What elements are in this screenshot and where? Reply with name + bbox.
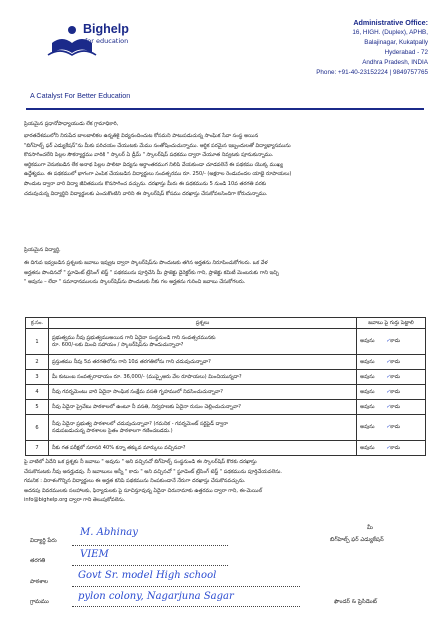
- question-line: రూ. 600/-లకు మించి సహాయం / స్కాలర్‌షిప్‌ను పొందుచున్నావా?: [52, 341, 184, 348]
- no-option[interactable]: కాదు: [390, 424, 401, 430]
- table-row: [26, 355, 426, 370]
- class-underline: [72, 565, 228, 566]
- answer-cell[interactable]: [357, 385, 426, 400]
- intro-line: "బిగ్‌హెల్ప్ ఫర్ ఎడ్యుకేషన్"ను మీకు పరిచయం చేయుటకు మేము సంతోషించుచున్నాము. ఆర్థిక పరమైన ఇబ్బందులతో విద్యాభ్యాసమును: [24, 142, 291, 149]
- column-header: జవాబు పై గుర్తు పెట్టాలి: [357, 318, 426, 329]
- question-number: 2: [26, 355, 49, 370]
- question-line: నడుపబడుచున్న పాఠశాలల సైతం పాఠశాలగా గణించబడదు.): [52, 427, 173, 434]
- table-row: [26, 400, 426, 415]
- student-name-field[interactable]: M. Abhinay: [80, 527, 138, 538]
- tagline: A Catalyst For Better Education: [30, 91, 131, 100]
- question-number: 5: [26, 400, 49, 415]
- tick-mark: ✓: [386, 424, 391, 430]
- intro-greeting: ప్రియమైన ప్రధానోపాధ్యాయుడు లేక గ్రామాధికారి,: [24, 121, 119, 127]
- intro-line: ఉద్దేశ్యము. ఈ పథకములో భాగంగా ఎంపిక చేయబడిన విద్యార్థులు సంవత్సరము రూ. 250/- (అక్షరాల రెండువందల యాభై రూపాయలు): [24, 171, 292, 178]
- note-line: అదనపు వివరములకు సలహాలకు, ఫిర్యాదులకు పై సూచిస్తూవున్న ఏదైనా చిరునామాకు ఉత్తరము ద్వారా గాని, ఈ-మెయిల్: [24, 487, 263, 494]
- address-line: Hyderabad - 72: [384, 49, 428, 56]
- village-field[interactable]: pylon colony, Nagarjuna Sagar: [78, 591, 234, 602]
- question-text: నీవు ఏదైనా ప్రైవేటు పాఠశాలలో ఉంటూ నీ వసతి, నిర్వహణకు ఏదైనా రుసుం చెల్లించుచున్నావా?: [49, 400, 357, 415]
- intro-line: చదువుచున్న విద్యార్థిని విద్యార్థులకు ఎంచుకొంటిని వారిని ఈ స్కాలర్‌షిప్ కోసము దరఖాస్తు చేసుకోవలసిందిగా కోరుచున్నాము.: [24, 190, 268, 197]
- class-field[interactable]: VIEM: [80, 549, 109, 560]
- note-line: గమనిక : విరాళంగొన్నిన విద్యార్థులు ఈ అర్హత కనిపి పథకమును నింపకుండానే నేరుగా దరఖాస్తు చేసుకొనవచ్చును.: [24, 478, 246, 485]
- school-field[interactable]: Govt Sr. model High school: [78, 570, 217, 581]
- intro-line: ఆర్థికముగా వెనుకబడిన లేక అనాథ పిల్లల పాలిటా విద్యను అర్ధాంతరముగ నిలిపి వేయకుండా చూడవలెనే ఈ పథకము యొక్క ముఖ్య: [24, 161, 283, 168]
- table-row: [26, 441, 426, 456]
- question-text: నీకు గత పరీక్షలో సరాసరి 40% కన్నా తక్కువ మార్కులు వచ్చినవా?: [49, 441, 357, 456]
- yes-option[interactable]: అవును: [360, 403, 375, 410]
- office-title: Administrative Office:: [353, 18, 428, 27]
- tick-mark: ✓: [386, 373, 391, 380]
- note-line: పై వాటిలో ఏదేని ఒక ప్రశ్నకు నీ జవాబు " అవును " అని వచ్చినచో బిగ్‌హెల్ప్ సంస్థనుండి ఈ స్కాలర్‌షిప్ కొరకు దరఖాస్తు: [24, 459, 257, 465]
- intro-line: పొందుట ద్వారా వారి విద్యా జీవితమును కొనసాగించ వచ్చును. దరఖాస్తు మీరు ఈ పథకమును 5 నుండి 10వ తరగతి వరకు: [24, 180, 267, 187]
- question-number: 3: [26, 370, 49, 385]
- class-label: తరగతి: [30, 558, 46, 564]
- intro-paragraph: [24, 132, 424, 199]
- header-divider: [26, 108, 424, 110]
- no-option[interactable]: కాదు: [390, 388, 401, 395]
- column-header: క్ర.సం.: [26, 318, 49, 329]
- address-line: Andhra Pradesh, INDIA: [362, 59, 428, 66]
- question-line: ప్రభుత్వము నీవు ప్రభుత్వముఅయిన గాని ఏదైనా సంస్థనుండి గాని సంవత్సరమునకు: [52, 334, 216, 341]
- yes-option[interactable]: అవును: [360, 338, 375, 344]
- note-line: info@bighelp.org ద్వారా గాని తెలుపుకోవలెను.: [24, 497, 126, 504]
- answer-cell[interactable]: [357, 400, 426, 415]
- no-option[interactable]: కాదు: [390, 373, 401, 380]
- no-option[interactable]: కాదు: [390, 338, 401, 344]
- table-header-row: [26, 318, 426, 329]
- answer-cell[interactable]: [357, 329, 426, 355]
- student-line: అర్హతను పొందినచో " స్టూడెంట్ ట్రేసింగ్ టెస్ట్ " పథకమును పూర్తిచేసి మీ ప్రాజెక్టు డైరెక్టర్‌కు గాని, ప్రాజెక్టు కమిటీ మెంబరుకు గాని ఇచ్చి: [24, 269, 279, 276]
- question-text: [49, 329, 357, 355]
- tick-mark: ✓: [386, 388, 391, 395]
- signature-organisation: బిగ్‌హెల్ప్ ఫర్ ఎడ్యుకేషన్: [330, 537, 384, 543]
- brand-name: Bighelp: [83, 22, 129, 36]
- no-option[interactable]: కాదు: [390, 358, 401, 365]
- question-line: నీవు ఏదైనా ప్రభుత్వ పాఠశాలలో చదువుచున్నావా? (గమనిక - గవర్నమెంట్ సర్టిఫైడ్ ద్వారా: [52, 420, 228, 427]
- yes-option[interactable]: అవును: [360, 444, 375, 451]
- eligibility-table: [25, 317, 426, 456]
- table-row: [26, 415, 426, 441]
- yes-option[interactable]: అవును: [360, 358, 375, 365]
- question-text: [49, 415, 357, 441]
- village-underline: [72, 606, 300, 607]
- yes-option[interactable]: అవును: [360, 424, 375, 430]
- intro-line: కొనసాగించలేని పిల్లల సౌకర్యార్థము వారికి " స్కాలర్‌ ఏ డ్రీమ్ " స్కాలర్‌షిప్ పథకము ద్వారా చేయూత నివ్వటకు పూనుకున్నాము.: [24, 152, 274, 159]
- answer-cell[interactable]: [357, 441, 426, 456]
- student-greeting: ప్రియమైన విద్యార్థి,: [24, 247, 61, 253]
- tick-mark: ✓: [386, 358, 391, 365]
- question-number: 1: [26, 329, 49, 355]
- signature-designation: ఫౌండర్ & ప్రెసిడెంట్: [334, 599, 377, 605]
- brand-subtitle: for education: [85, 37, 129, 45]
- question-text: మీ కుటుంబ సంవత్సరాదాయం రూ. 36,000/- (ముప్పైఆరు వేల రూపాయలు) మించియున్నదా?: [49, 370, 357, 385]
- answer-cell[interactable]: [357, 415, 426, 441]
- address-line: 16, HIGH. (Duplex), APHB,: [352, 29, 428, 36]
- office-address: [238, 18, 428, 78]
- school-underline: [72, 586, 300, 587]
- notes-section: [24, 458, 424, 506]
- student-name-label: విద్యార్థి పేరు: [30, 538, 57, 544]
- student-line: " అవును – లేదా " సమాధానములను స్కాలర్‌షిప్‌ను పొందుటకు నీకు గల అర్హతను గురించి జవాబు చేసుకోగలరు.: [24, 279, 246, 286]
- signature-salutation: మీ: [367, 525, 373, 531]
- student-name-underline: [72, 545, 228, 546]
- note-line: చేసుకొనుటకు నీవు అనర్హుడవు. నీ జవాబులు అన్నీ " కాదు " అని వచ్చినచో " స్టూడెంట్ ట్రేసింగ్ టెస్ట్ " పథకమును పూర్తిచేయవలెను.: [24, 468, 283, 475]
- column-header: ప్రశ్నలు: [49, 318, 357, 329]
- school-label: పాఠశాల: [30, 579, 48, 585]
- question-text: నీవు గవర్నమెంటు వారి ఏదైనా సాంఘిక సంక్షేమ వసతి గృహములో నివసించుచున్నావా?: [49, 385, 357, 400]
- question-number: 4: [26, 385, 49, 400]
- phone-line: Phone: +91-40-23152224 | 9849757765: [316, 69, 428, 76]
- table-row: [26, 385, 426, 400]
- no-option[interactable]: కాదు: [390, 403, 401, 410]
- tick-mark: ✓: [386, 338, 391, 344]
- student-line: ఈ దిగువ ఇవ్వబడిన ప్రశ్నలకు జవాబు ఇవ్వుట ద్వారా స్కాలర్‌షిప్‌ను పొందుటకు తగిన అర్హతను నిరూపించుకోగలరు. ఒక వేళ: [24, 260, 268, 266]
- question-text: ప్రస్తుతము నీవు 5వ తరగతిలోను గాని 10వ తరగతిలోను గాని చదువుచున్నావా?: [49, 355, 357, 370]
- student-paragraph: [24, 259, 424, 288]
- village-label: గ్రామము: [30, 599, 49, 605]
- no-option[interactable]: కాదు: [390, 444, 401, 451]
- table-row: [26, 370, 426, 385]
- intro-line: భారతదేశములోని నిరుపేద బాలబాలికల ఉన్నతికై విద్యనందించుట కోసమని పాటుపడుచున్న సాంఘిక సేవా సంస్థ అయిన: [24, 133, 259, 139]
- table-row: [26, 329, 426, 355]
- answer-cell[interactable]: [357, 370, 426, 385]
- address-line: Balajinagar, Kukatpally: [364, 39, 428, 46]
- question-number: 6: [26, 415, 49, 441]
- yes-option[interactable]: అవును: [360, 388, 375, 395]
- answer-cell[interactable]: [357, 355, 426, 370]
- yes-option[interactable]: అవును: [360, 373, 375, 380]
- tick-mark: ✓: [386, 444, 391, 451]
- tick-mark: ✓: [386, 403, 391, 410]
- question-number: 7: [26, 441, 49, 456]
